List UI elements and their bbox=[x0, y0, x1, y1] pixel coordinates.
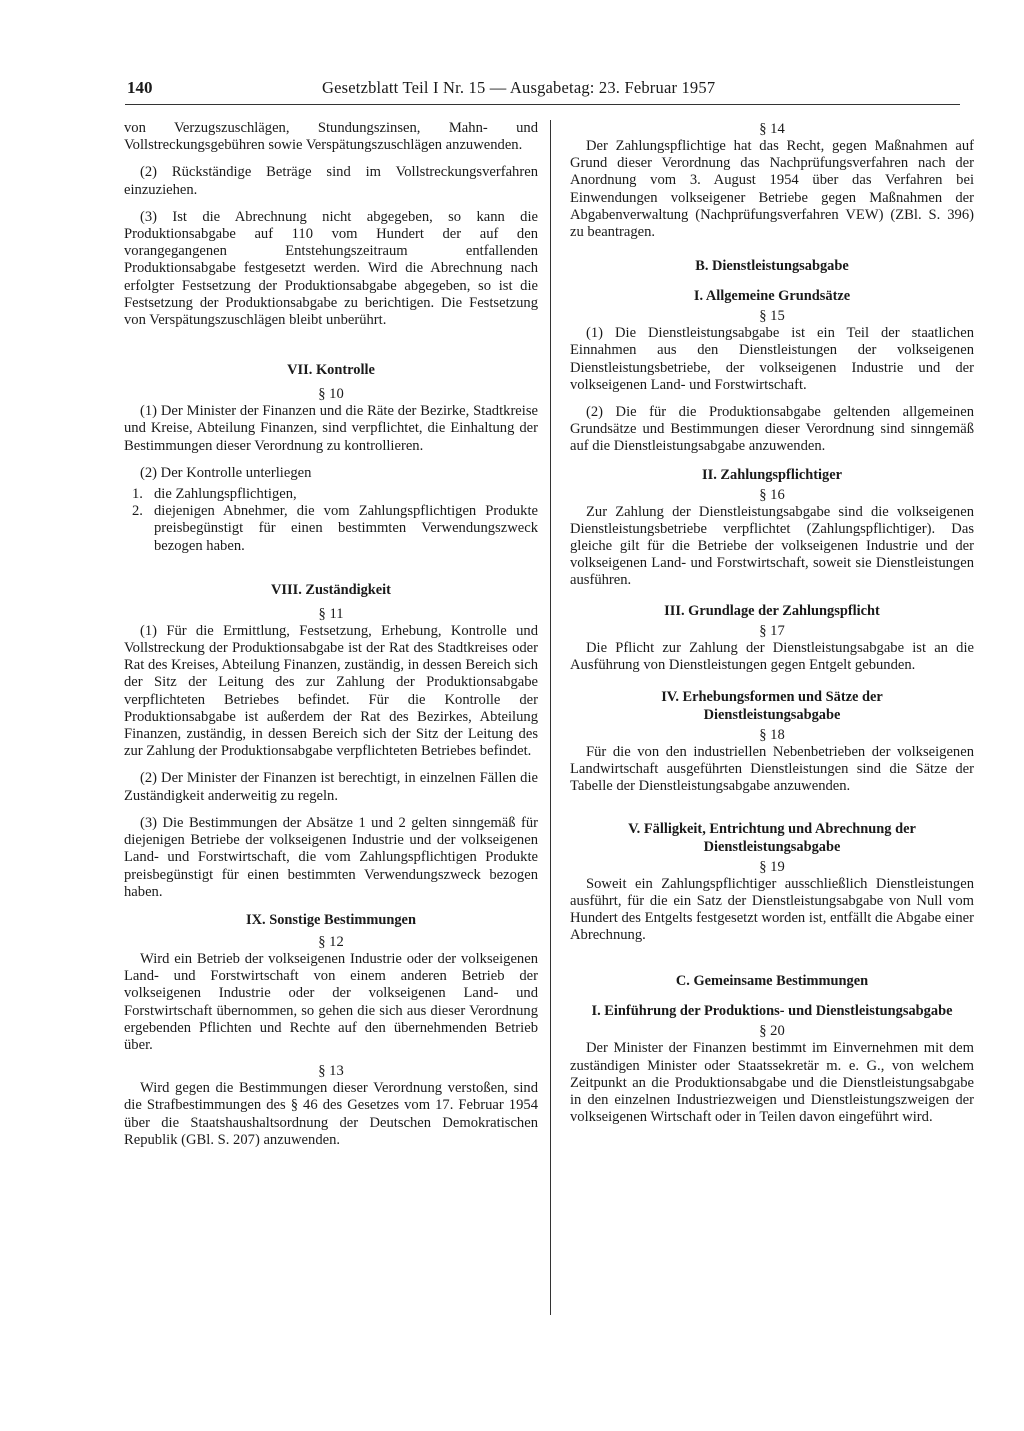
heading-vii: VII. Kontrolle bbox=[287, 362, 375, 379]
left-column bbox=[124, 120, 538, 1149]
heading-ix: IX. Sonstige Bestimmungen bbox=[246, 911, 416, 928]
section-16: § 16 bbox=[759, 486, 785, 503]
s15-paragraph-2: (2) Die für die Produktionsabgabe geltenden allgemeinen Grundsätze und Bestimmungen dieser Verordnung sind sinngemäß auf die Dienstleistungsabgabe anzuwenden. bbox=[570, 404, 974, 455]
s12-text: Wird ein Betrieb der volkseigenen Industrie oder der volkseigenen Land- und Forstwirtschaft von einem anderen Betrieb der volkseigenen Industrie oder der volkseigenen Land- und Forstwirtschaft übernommen, so gehen die sich aus dieser Verordnung ergebenden Pflichten und Rechte auf den übernehmenden Betrieb über. bbox=[124, 950, 538, 1053]
section-12: § 12 bbox=[318, 933, 344, 950]
s11-paragraph-3: (3) Die Bestimmungen der Absätze 1 und 2 gelten sinngemäß für diejenigen Betriebe der volkseigenen Industrie und der volkseigenen Land- und Forstwirtschaft, die vom Zahlungspflichtigen Produkte preisbegünstigt für einen bestimmten Verwendungszweck bezogen haben. bbox=[124, 814, 538, 900]
heading-b-ii: II. Zahlungspflichtiger bbox=[702, 466, 842, 483]
heading-b-v: V. Fälligkeit, Entrichtung und Abrechnung der Dienstleistungsabgabe bbox=[628, 820, 916, 855]
s10-paragraph-1: (1) Der Minister der Finanzen und die Räte der Bezirke, Stadtkreise und Kreise, Abteilung Finanzen, sind verpflichtet, die Einhaltung der Bestimmungen dieser Verordnung zu kontrollieren. bbox=[124, 403, 538, 454]
section-18: § 18 bbox=[759, 727, 785, 744]
section-19: § 19 bbox=[759, 858, 785, 875]
s13-text: Wird gegen die Bestimmungen dieser Verordnung verstoßen, sind die Strafbestimmungen des § 46 des Gesetzes vom 17. Februar 1954 über die Staatshaushaltsordnung der Deutschen Demokratischen Republik (GBl. S. 207) anzuwenden. bbox=[124, 1080, 538, 1148]
heading-b-i: I. Allgemeine Grundsätze bbox=[693, 288, 851, 305]
right-column bbox=[570, 120, 974, 1127]
heading-c: C. Gemeinsame Bestimmungen bbox=[675, 973, 869, 990]
s11-paragraph-1: (1) Für die Ermittlung, Festsetzung, Erhebung, Kontrolle und Vollstreckung der Produktionsabgabe ist der Rat des Stadtkreises oder Rat des Kreises, Abteilung Finanzen, zuständig, in dessen Bereich sich der Sitz der Leitung des zur Zahlung der Produktionsabgabe verpflichteten Betriebes befindet. Für die Kontrolle der Produktionsabgabe ist außerdem der Rat des Bezirkes, Abteilung Finanzen, zuständig, in dessen Bereich sich der Sitz der Leitung des zur Zahlung der Produktionsabgabe verpflichteten Betriebes befindet. bbox=[124, 622, 538, 760]
section-15: § 15 bbox=[759, 308, 785, 325]
section-20: § 20 bbox=[759, 1023, 785, 1040]
header-rule bbox=[125, 104, 960, 105]
s15-paragraph-1: (1) Die Dienstleistungsabgabe ist ein Teil der staatlichen Einnahmen aus den Dienstleistungen der volkseigenen Dienstleistungsbetriebe, der volkseigenen Industrie und der volkseigenen Land- und Forstwirtschaft. bbox=[570, 325, 974, 393]
column-separator bbox=[550, 120, 551, 1315]
paragraph-continuation: von Verzugszuschlägen, Stundungszinsen, Mahn- und Vollstreckungsgebühren sowie Verspätungszuschlägen anzuwenden. bbox=[124, 120, 538, 154]
section-13: § 13 bbox=[318, 1063, 344, 1080]
list-item-text: diejenigen Abnehmer, die vom Zahlungspflichtigen Produkte preisbegünstigt für einen bestimmten Verwendungszweck bezogen haben. bbox=[154, 503, 538, 554]
list-item bbox=[124, 503, 538, 555]
section-11: § 11 bbox=[318, 605, 344, 622]
list-item bbox=[124, 486, 538, 503]
heading-b-iv: IV. Erhebungsformen und Sätze der Dienstleistungsabgabe bbox=[661, 689, 883, 724]
s14-text: Der Zahlungspflichtige hat das Recht, gegen Maßnahmen auf Grund dieser Verordnung das Nachprüfungsverfahren nach der Anordnung vom 3. August 1954 über das Verfahren bei Einwendungen volkseigener Betriebe gegen Maßnahmen der Abgabenverwaltung (Nachprüfungsverfahren VEW) (ZBl. S. 396) zu beantragen. bbox=[570, 138, 974, 241]
paragraph-3: (3) Ist die Abrechnung nicht abgegeben, so kann die Produktionsabgabe auf 110 vom Hundert der auf den vorangegangenen Entstehungszeitraum entfallenden Produktionsabgabe festgesetzt werden. Wird die Abrechnung nach erfolgter Festsetzung der Produktionsabgabe abgegeben, so ist die Festsetzung der Produktionsabgabe zu berichtigen. Die Festsetzung von Verspätungszuschlägen bleibt unberührt. bbox=[124, 208, 538, 329]
page-number: 140 bbox=[127, 78, 153, 97]
section-10: § 10 bbox=[318, 386, 344, 403]
page-header bbox=[127, 78, 787, 100]
s17-text: Die Pflicht zur Zahlung der Dienstleistungsabgabe ist an die Ausführung von Dienstleistungen gegen Entgelt gebunden. bbox=[570, 639, 974, 673]
section-17: § 17 bbox=[759, 622, 785, 639]
heading-b-iii: III. Grundlage der Zahlungspflicht bbox=[664, 602, 880, 619]
list-item-text: die Zahlungspflichtigen, bbox=[154, 486, 297, 503]
heading-viii: VIII. Zuständigkeit bbox=[271, 581, 391, 598]
s19-text: Soweit ein Zahlungspflichtiger ausschließlich Dienstleistungen ausführt, für die ein Satz der Dienstleistungsabgabe von Null vom Hundert des Entgelts festgesetzt worden ist, entfällt die Abgabe einer Abrechnung. bbox=[570, 875, 974, 944]
paragraph-2: (2) Rückständige Beträge sind im Vollstreckungsverfahren einzuziehen. bbox=[124, 164, 538, 198]
s16-text: Zur Zahlung der Dienstleistungsabgabe sind die volkseigenen Dienstleistungsbetriebe verpflichtet (Zahlungspflichtiger). Das gleiche gilt für die Betriebe der volkseigenen Industrie und der volkseigenen Land- und Forstwirtschaft, soweit sie Dienstleistungen ausführen. bbox=[570, 503, 974, 589]
section-14: § 14 bbox=[759, 121, 785, 137]
list-item-number: 1. bbox=[132, 486, 143, 503]
gazette-title: Gesetzblatt Teil I Nr. 15 — Ausgabetag: 23. Februar 1957 bbox=[322, 78, 716, 97]
heading-c-i: I. Einführung der Produktions- und Dienstleistungsabgabe bbox=[591, 1003, 953, 1020]
s20-text: Der Minister der Finanzen bestimmt im Einvernehmen mit dem zuständigen Minister oder Staatssekretär m. e. G., von welchem Zeitpunkt an die Produktionsabgabe und die Dienstleistungsabgabe in den einzelnen Industriezweigen und Dienstleistungszweigen der volkseigenen Wirtschaft oder in Teilen davon eingeführt wird. bbox=[570, 1040, 974, 1126]
list-item-number: 2. bbox=[132, 503, 143, 520]
s18-text: Für die von den industriellen Nebenbetrieben der volkseigenen Landwirtschaft ausgeführten Dienstleistungen sind die Sätze der Tabelle der Dienstleistungsabgabe anzuwenden. bbox=[570, 744, 974, 795]
s11-paragraph-2: (2) Der Minister der Finanzen ist berechtigt, in einzelnen Fällen die Zuständigkeit anderweitig zu regeln. bbox=[124, 770, 538, 804]
s10-paragraph-2: (2) Der Kontrolle unterliegen bbox=[140, 464, 312, 481]
heading-b: B. Dienstleistungsabgabe bbox=[695, 258, 849, 275]
